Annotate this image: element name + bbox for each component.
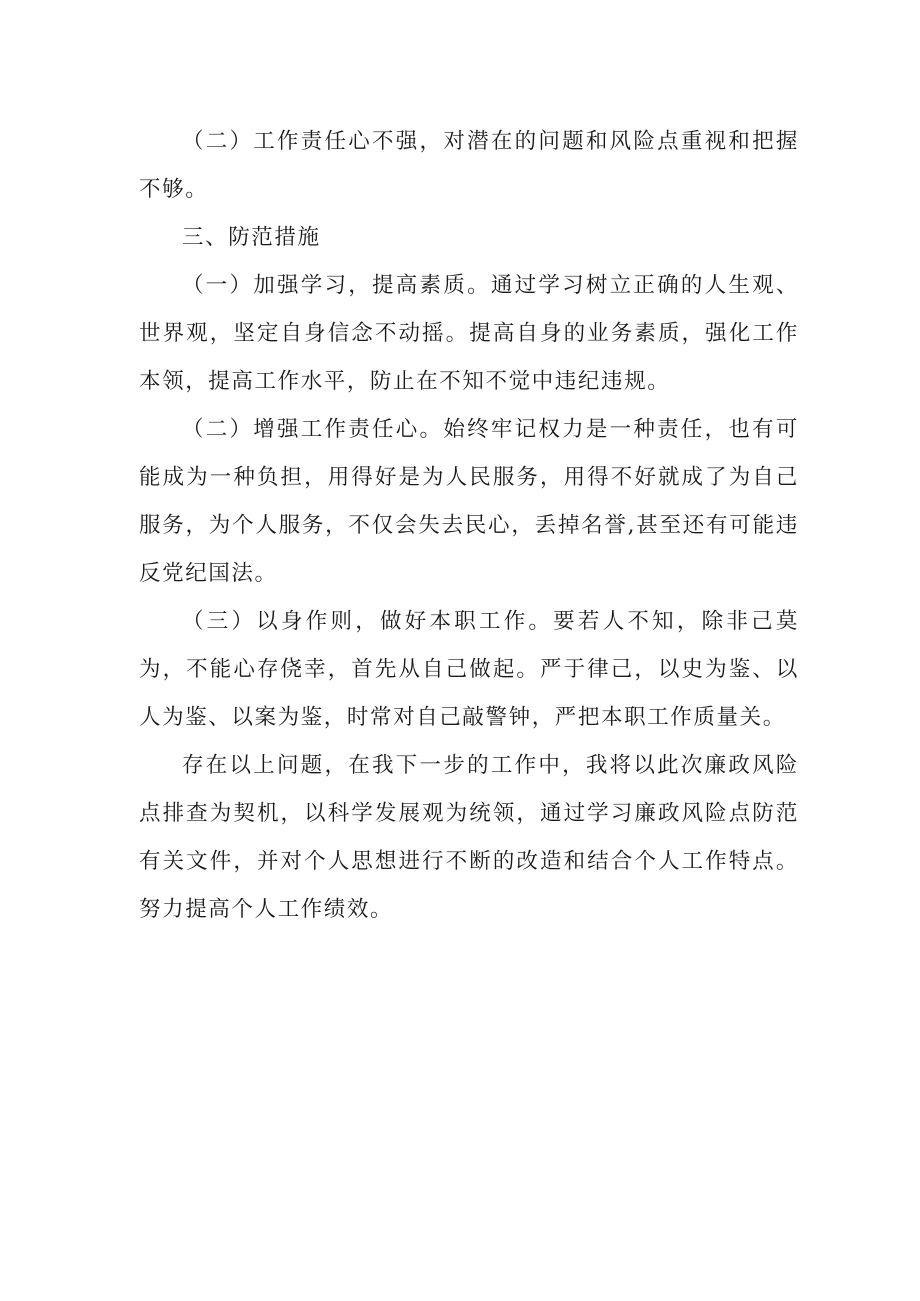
paragraph-measure-lead-by-example: （三）以身作则，做好本职工作。要若人不知，除非己莫为，不能心存侥幸，首先从自己做起。严于律己，以史为鉴、以人为鉴、以案为鉴，时常对自己敲警钟，严把本职工作质量关。 xyxy=(139,609,799,730)
section-heading-prevention-measures: 三、防范措施 xyxy=(182,225,321,250)
paragraph-responsibility-weakness: （二）工作责任心不强，对潜在的问题和风险点重视和把握不够。 xyxy=(139,129,799,202)
paragraph-measure-responsibility: （二）增强工作责任心。始终牢记权力是一种责任，也有可能成为一种负担，用得好是为人民服务，用得不好就成了为自己服务，为个人服务，不仅会失去民心，丢掉名誉,甚至还有可能违反党纪国法。 xyxy=(139,417,799,586)
paragraph-measure-study: （一）加强学习，提高素质。通过学习树立正确的人生观、世界观，坚定自身信念不动摇。提高自身的业务素质，强化工作本领，提高工作水平，防止在不知不觉中违纪违规。 xyxy=(139,273,799,394)
document-body xyxy=(139,118,799,934)
paragraph-conclusion: 存在以上问题，在我下一步的工作中，我将以此次廉政风险点排查为契机，以科学发展观为统领，通过学习廉政风险点防范有关文件，并对个人思想进行不断的改造和结合个人工作特点。努力提高个人工作绩效。 xyxy=(139,753,799,922)
